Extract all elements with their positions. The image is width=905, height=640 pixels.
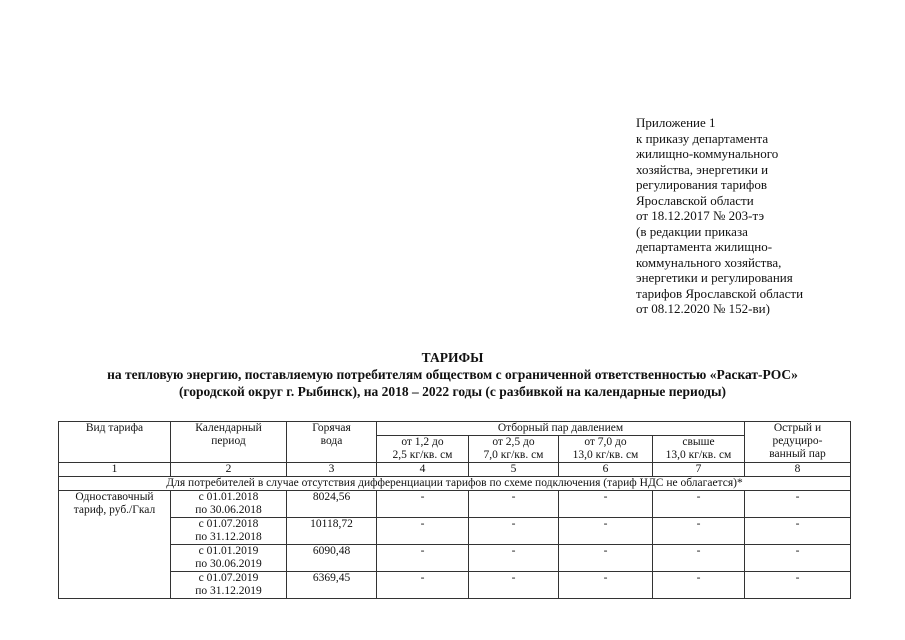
column-number: 4 <box>377 463 469 477</box>
tariff-type-cell: Одноставочный тариф, руб./Гкал <box>59 491 171 599</box>
value-cell: - <box>745 572 851 599</box>
hot-water-value: 6369,45 <box>287 572 377 599</box>
document-subtitle-line-1: на тепловую энергию, поставляемую потребителям обществом с ограниченной ответственностью «Раскат-РОС» <box>107 367 798 382</box>
section-label: Для потребителей в случае отсутствия дифференциации тарифов по схеме подключения (тариф НДС не облагается)* <box>59 477 851 491</box>
value-cell: - <box>469 518 559 545</box>
header-row <box>59 422 851 436</box>
appendix-line: департамента жилищно- <box>636 239 773 254</box>
tariff-table <box>58 421 851 599</box>
value-cell: - <box>559 545 653 572</box>
value-cell: - <box>745 545 851 572</box>
appendix-line: коммунального хозяйства, <box>636 254 782 270</box>
column-number: 1 <box>59 463 171 477</box>
appendix-line: от 08.12.2020 № 152-ви) <box>636 301 770 316</box>
column-number: 5 <box>469 463 559 477</box>
value-cell: - <box>653 545 745 572</box>
appendix-line: хозяйства, энергетики и <box>636 161 769 177</box>
appendix-line: жилищно-коммунального <box>636 146 779 161</box>
value-cell: - <box>559 572 653 599</box>
value-cell: - <box>469 572 559 599</box>
column-number: 2 <box>171 463 287 477</box>
appendix-line: к приказу департамента <box>636 130 769 146</box>
value-cell: - <box>377 518 469 545</box>
header-cell: от 7,0 до 13,0 кг/кв. см <box>559 436 653 463</box>
period-cell: с 01.01.2018 по 30.06.2018 <box>171 491 287 518</box>
value-cell: - <box>469 545 559 572</box>
appendix-line: регулирования тарифов <box>636 177 767 192</box>
header-cell: от 2,5 до 7,0 кг/кв. см <box>469 436 559 463</box>
appendix-line: Ярославской области <box>636 192 754 208</box>
header-cell: Острый и редуциро- ванный пар <box>745 422 851 463</box>
column-number: 3 <box>287 463 377 477</box>
table-row <box>59 518 851 545</box>
document-heading <box>0 349 905 400</box>
period-cell: с 01.01.2019 по 30.06.2019 <box>171 545 287 572</box>
appendix-note <box>636 115 846 317</box>
section-row <box>59 477 851 491</box>
appendix-line: тарифов Ярославской области <box>636 285 804 301</box>
header-cell: Вид тарифа <box>59 422 171 463</box>
column-number: 8 <box>745 463 851 477</box>
document-title: ТАРИФЫ <box>421 350 484 365</box>
header-cell: Горячая вода <box>287 422 377 463</box>
appendix-line: от 18.12.2017 № 203-тэ <box>636 208 765 223</box>
hot-water-value: 10118,72 <box>287 518 377 545</box>
appendix-line: Приложение 1 <box>636 115 716 130</box>
value-cell: - <box>469 491 559 518</box>
value-cell: - <box>377 545 469 572</box>
value-cell: - <box>653 518 745 545</box>
appendix-line: (в редакции приказа <box>636 223 748 239</box>
value-cell: - <box>653 572 745 599</box>
value-cell: - <box>653 491 745 518</box>
hot-water-value: 6090,48 <box>287 545 377 572</box>
value-cell: - <box>745 518 851 545</box>
value-cell: - <box>559 491 653 518</box>
column-number: 7 <box>653 463 745 477</box>
table-row <box>59 572 851 599</box>
document-subtitle-line-2: (городской округ г. Рыбинск), на 2018 – 2022 годы (с разбивкой на календарные периоды) <box>178 384 727 399</box>
column-number-row <box>59 463 851 477</box>
table-row <box>59 545 851 572</box>
value-cell: - <box>559 518 653 545</box>
hot-water-value: 8024,56 <box>287 491 377 518</box>
table-row <box>59 491 851 518</box>
header-cell: от 1,2 до 2,5 кг/кв. см <box>377 436 469 463</box>
header-cell: Отборный пар давлением <box>377 422 745 436</box>
column-number: 6 <box>559 463 653 477</box>
period-cell: с 01.07.2019 по 31.12.2019 <box>171 572 287 599</box>
appendix-line: энергетики и регулирования <box>636 270 793 285</box>
value-cell: - <box>377 491 469 518</box>
value-cell: - <box>377 572 469 599</box>
value-cell: - <box>745 491 851 518</box>
period-cell: с 01.07.2018 по 31.12.2018 <box>171 518 287 545</box>
header-cell: свыше 13,0 кг/кв. см <box>653 436 745 463</box>
header-cell: Календарный период <box>171 422 287 463</box>
